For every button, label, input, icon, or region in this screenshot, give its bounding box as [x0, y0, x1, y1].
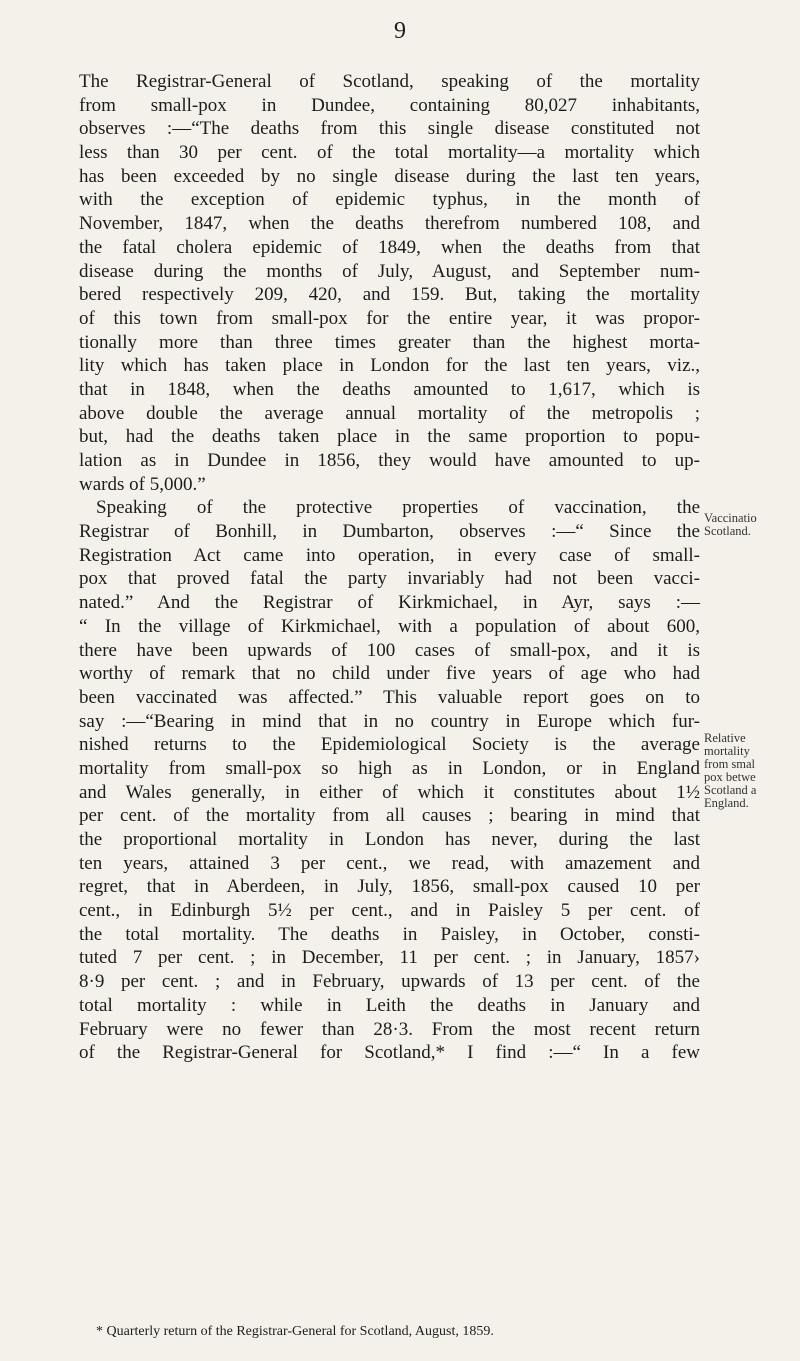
text-line: Registration Act came into operation, in every case of small- — [79, 544, 700, 566]
text-line: from small-pox in Dundee, containing 80,027 inhabitants, — [79, 94, 700, 116]
sidenote-line: Relative — [704, 732, 746, 745]
text-line: been vaccinated was affected.” This valuable report goes on to — [79, 686, 700, 708]
text-line: bered respectively 209, 420, and 159. But, taking the mortality — [79, 284, 700, 306]
text-line: nished returns to the Epidemiological Society is the average — [79, 734, 700, 756]
text-line: but, had the deaths taken place in the same proportion to popu- — [79, 426, 700, 448]
text-line: The Registrar-General of Scotland, speaking of the mortality — [79, 71, 700, 92]
text-line: disease during the months of July, August, and September num- — [79, 260, 700, 282]
text-line: wards of 5,000.” — [79, 473, 206, 495]
text-line: November, 1847, when the deaths therefrom numbered 108, and — [79, 213, 700, 235]
text-line: above double the average annual mortality of the metropolis ; — [79, 402, 700, 424]
text-line: has been exceeded by no single disease during the last ten years, — [79, 165, 700, 187]
sidenote-line: England. — [704, 796, 749, 810]
text-line: mortality from small-pox so high as in London, or in England — [79, 757, 700, 779]
text-line: the fatal cholera epidemic of 1849, when the deaths from that — [79, 236, 700, 258]
text-line: less than 30 per cent. of the total mortality—a mortality which — [79, 142, 700, 164]
text-line: regret, that in Aberdeen, in July, 1856, small-pox caused 10 per — [79, 876, 700, 898]
text-line: worthy of remark that no child under five years of age who had — [79, 663, 700, 685]
text-line: tionally more than three times greater than the highest morta- — [79, 331, 700, 353]
sidenote-line: Vaccinatio — [704, 512, 757, 525]
text-line: that in 1848, when the deaths amounted to 1,617, which is — [79, 378, 700, 400]
text-line: with the exception of epidemic typhus, in the month of — [79, 189, 700, 211]
sidenote-line: Scotland a — [704, 783, 757, 797]
sidenote-line: mortality — [704, 744, 750, 758]
text-line: total mortality : while in Leith the deaths in January and — [79, 994, 700, 1016]
text-line: of the Registrar-General for Scotland,* I find :—“ In a few — [79, 1042, 700, 1064]
text-line: lation as in Dundee in 1856, they would have amounted to up- — [79, 450, 700, 471]
text-line: “ In the village of Kirkmichael, with a population of about 600, — [79, 615, 700, 637]
text-line: and Wales generally, in either of which it constitutes about 1½ — [79, 781, 700, 803]
text-line: the total mortality. The deaths in Paisley, in October, consti- — [79, 923, 700, 945]
text-line: say :—“Bearing in mind that in no country in Europe which fur- — [79, 710, 700, 732]
text-line: the proportional mortality in London has never, during the last — [79, 829, 700, 850]
text-line: nated.” And the Registrar of Kirkmichael, in Ayr, says :— — [79, 592, 700, 614]
sidenote-vaccination-scotland — [704, 512, 800, 538]
text-line: there have been upwards of 100 cases of small-pox, and it is — [79, 639, 700, 661]
sidenote-line: pox betwe — [704, 770, 756, 784]
text-line: of this town from small-pox for the entire year, it was propor- — [79, 307, 700, 329]
text-line: Registrar of Bonhill, in Dumbarton, observes :—“ Since the — [79, 521, 700, 543]
footnote: * Quarterly return of the Registrar-General for Scotland, August, 1859. — [96, 1324, 494, 1339]
text-line: February were no fewer than 28·3. From the most recent return — [79, 1018, 700, 1040]
text-line: tuted 7 per cent. ; in December, 11 per cent. ; in January, 1857› — [79, 947, 700, 969]
text-line: per cent. of the mortality from all causes ; bearing in mind that — [79, 805, 700, 827]
text-line: lity which has taken place in London for the last ten years, viz., — [79, 355, 700, 377]
page-number: 9 — [394, 18, 406, 44]
sidenote-relative-mortality — [704, 732, 800, 810]
sidenote-line: Scotland. — [704, 524, 751, 538]
text-line: pox that proved fatal the party invariably had not been vacci- — [79, 568, 700, 590]
text-line: Speaking of the protective properties of vaccination, the — [96, 497, 700, 519]
text-line: observes :—“The deaths from this single disease constituted not — [79, 118, 700, 140]
body-text — [79, 70, 700, 1065]
text-line: 8·9 per cent. ; and in February, upwards of 13 per cent. of the — [79, 971, 700, 993]
text-line: ten years, attained 3 per cent., we read, with amazement and — [79, 852, 700, 874]
text-line: cent., in Edinburgh 5½ per cent., and in Paisley 5 per cent. of — [79, 900, 700, 922]
sidenote-line: from smal — [704, 757, 756, 771]
